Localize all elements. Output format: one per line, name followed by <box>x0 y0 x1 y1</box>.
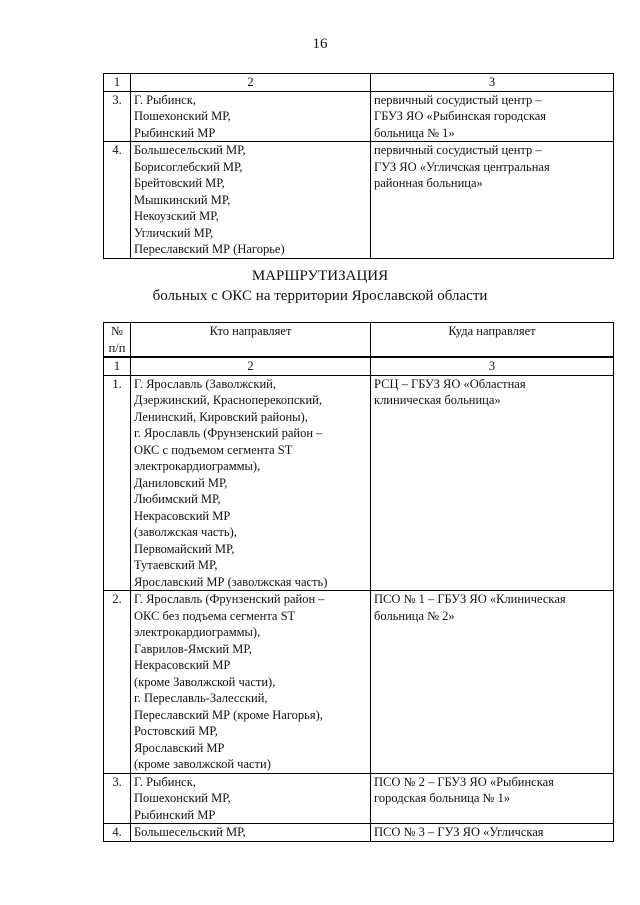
destination-center: ПСО № 3 – ГУЗ ЯО «Угличская <box>371 824 614 842</box>
header-number: № п/п <box>104 323 131 358</box>
routing-table-continued <box>103 73 614 259</box>
table-row <box>104 773 614 824</box>
referring-areas: Большесельский МР, <box>131 824 371 842</box>
table-row <box>104 91 614 142</box>
col-number-1: 1 <box>104 357 131 375</box>
referring-areas: Г. Ярославль (Заволжский, Дзержинский, Красноперекопский, Ленинский, Кировский районы), г. Ярославль (Фрунзенский район – ОКС с подъемом сегмента ST электрокардиограммы), Даниловский МР, Любимский МР, Некрасовский МР (заволжская часть), Первомайский МР, Тутаевский МР, Ярославский МР (заволжская часть) <box>131 375 371 591</box>
column-numbers-row <box>104 74 614 92</box>
col-number-2: 2 <box>131 74 371 92</box>
destination-center: ПСО № 2 – ГБУЗ ЯО «Рыбинская городская больница № 1» <box>371 773 614 824</box>
referring-areas: Большесельский МР, Борисоглебский МР, Брейтовский МР, Мышкинский МР, Некоузский МР, Угличский МР, Переславский МР (Нагорье) <box>131 142 371 259</box>
page-number: 16 <box>312 36 328 52</box>
section-subtitle: больных с ОКС на территории Ярославской области <box>152 288 488 304</box>
destination-center: первичный сосудистый центр – ГБУЗ ЯО «Рыбинская городская больница № 1» <box>371 91 614 142</box>
column-numbers-row <box>104 357 614 375</box>
row-number: 2. <box>104 591 131 774</box>
referring-areas: Г. Рыбинск, Пошехонский МР, Рыбинский МР <box>131 91 371 142</box>
col-number-3: 3 <box>371 74 614 92</box>
header-where-refers: Куда направляет <box>371 323 614 358</box>
table-row <box>104 824 614 842</box>
referring-areas: Г. Рыбинск, Пошехонский МР, Рыбинский МР <box>131 773 371 824</box>
header-row <box>104 323 614 358</box>
table-row <box>104 142 614 259</box>
header-who-refers: Кто направляет <box>131 323 371 358</box>
row-number: 4. <box>104 824 131 842</box>
row-number: 1. <box>104 375 131 591</box>
col-number-3: 3 <box>371 357 614 375</box>
table-row <box>104 375 614 591</box>
row-number: 3. <box>104 773 131 824</box>
routing-table <box>103 322 614 842</box>
section-title: МАРШРУТИЗАЦИЯ <box>251 268 389 284</box>
referring-areas: Г. Ярославль (Фрунзенский район – ОКС без подъема сегмента ST электрокардиограммы), Гаврилов-Ямский МР, Некрасовский МР (кроме Заволжской части), г. Переславль-Залесский, Переславский МР (кроме Нагорья), Ростовский МР, Ярославский МР (кроме заволжской части) <box>131 591 371 774</box>
col-number-2: 2 <box>131 357 371 375</box>
destination-center: РСЦ – ГБУЗ ЯО «Областная клиническая больница» <box>371 375 614 591</box>
destination-center: первичный сосудистый центр – ГУЗ ЯО «Угличская центральная районная больница» <box>371 142 614 259</box>
col-number-1: 1 <box>104 74 131 92</box>
row-number: 4. <box>104 142 131 259</box>
destination-center: ПСО № 1 – ГБУЗ ЯО «Клиническая больница № 2» <box>371 591 614 774</box>
row-number: 3. <box>104 91 131 142</box>
table-row <box>104 591 614 774</box>
